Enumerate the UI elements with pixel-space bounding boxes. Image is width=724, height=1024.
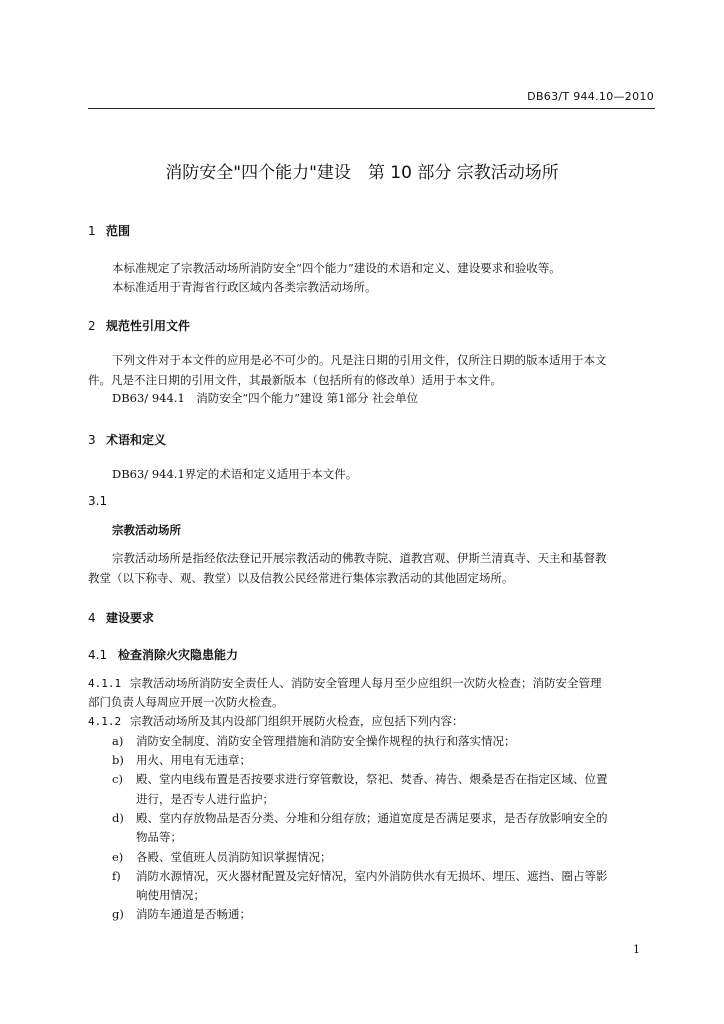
- clause-number: 4.1.1: [88, 677, 122, 690]
- paragraph: 本标准规定了宗教活动场所消防安全“四个能力”建设的术语和定义、建设要求和验收等。: [112, 261, 561, 275]
- list-item-text: 各殿、堂值班人员消防知识掌握情况；: [136, 850, 332, 864]
- list-marker: b): [112, 753, 124, 767]
- list-item-text: 殿、堂内电线布置是否按要求进行穿管敷设，祭祀、焚香、祷告、煨桑是否在指定区域、位置: [136, 772, 608, 786]
- section-3-heading: [88, 431, 166, 448]
- list-item-text: 消防水源情况，灭火器材配置及完好情况，室内外消防供水有无损坏、埋压、遮挡、圈占等影: [136, 869, 608, 883]
- section-4-heading: [88, 609, 154, 626]
- list-item-text: 消防车通道是否畅通；: [136, 907, 251, 921]
- standard-number: DB63/T 944.10—2010: [527, 90, 654, 103]
- clause-4-1-heading: [88, 646, 238, 663]
- list-item-text: 用火、用电有无违章；: [136, 753, 251, 767]
- list-marker: c): [112, 772, 123, 786]
- list-item-text: 消防安全制度、消防安全管理措施和消防安全操作规程的执行和落实情况；: [136, 734, 516, 748]
- list-item: [112, 810, 608, 826]
- clause-4-1-1-line: [88, 675, 602, 691]
- clause-4-1-2-line: [88, 713, 464, 729]
- list-item-text: 殿、堂内存放物品是否分类、分堆和分组存放；通道宽度是否满足要求，是否存放影响安全的: [136, 811, 608, 825]
- list-item: [112, 849, 332, 865]
- section-title: 建设要求: [106, 611, 155, 625]
- term-definition-line: 教堂（以下称寺、观、教堂）以及信教公民经常进行集体宗教活动的其他固定场所。: [88, 571, 514, 585]
- section-title: 规范性引用文件: [106, 319, 191, 333]
- document-title: 消防安全"四个能力"建设 第 10 部分 宗教活动场所: [165, 163, 559, 183]
- section-title: 范围: [106, 224, 131, 238]
- list-item: [112, 906, 251, 922]
- section-title: 术语和定义: [106, 433, 167, 447]
- paragraph: 本标准适用于青海省行政区域内各类宗教活动场所。: [112, 280, 377, 294]
- list-marker: f): [112, 869, 121, 883]
- list-item-continued: 进行，是否专人进行监护；: [136, 792, 274, 806]
- section-1-heading: [88, 222, 130, 239]
- list-marker: a): [112, 734, 124, 748]
- list-item: [112, 733, 516, 749]
- clause-text: 宗教活动场所消防安全责任人、消防安全管理人每月至少应组织一次防火检查；消防安全管理: [130, 676, 602, 690]
- section-number: 4: [88, 611, 96, 625]
- section-number: 3: [88, 433, 96, 447]
- list-item-continued: 响使用情况；: [136, 888, 205, 902]
- normative-reference: DB63/ 944.1 消防安全“四个能力”建设 第1部分 社会单位: [112, 391, 419, 405]
- paragraph-line: 件。凡是不注日期的引用文件，其最新版本（包括所有的修改单）适用于本文件。: [88, 373, 502, 387]
- term-definition-line: 宗教活动场所是指经依法登记开展宗教活动的佛教寺院、道教宫观、伊斯兰清真寺、天主和基督教: [112, 551, 607, 565]
- list-item-continued: 物品等；: [136, 830, 182, 844]
- list-item: [112, 752, 251, 768]
- list-item: [112, 868, 608, 884]
- page-number: 1: [633, 943, 640, 956]
- list-item: [112, 771, 608, 787]
- term-name: 宗教活动场所: [112, 523, 181, 537]
- clause-text-continued: 部门负责人每周应开展一次防火检查。: [88, 695, 284, 709]
- clause-3-1-number: 3.1: [88, 494, 108, 508]
- section-number: 2: [88, 319, 96, 333]
- list-marker: e): [112, 850, 124, 864]
- section-2-heading: [88, 317, 190, 334]
- clause-text: 宗教活动场所及其内设部门组织开展防火检查，应包括下列内容：: [130, 714, 464, 728]
- clause-number: 4.1.2: [88, 715, 122, 728]
- clause-number: 4.1: [88, 648, 108, 662]
- paragraph: DB63/ 944.1界定的术语和定义适用于本文件。: [112, 467, 358, 481]
- paragraph-line: 下列文件对于本文件的应用是必不可少的。凡是注日期的引用文件，仅所注日期的版本适用于本文: [112, 353, 607, 367]
- section-number: 1: [88, 224, 96, 238]
- list-marker: g): [112, 907, 124, 921]
- clause-title: 检查消除火灾隐患能力: [118, 648, 239, 662]
- list-marker: d): [112, 811, 124, 825]
- header-rule: [88, 108, 655, 109]
